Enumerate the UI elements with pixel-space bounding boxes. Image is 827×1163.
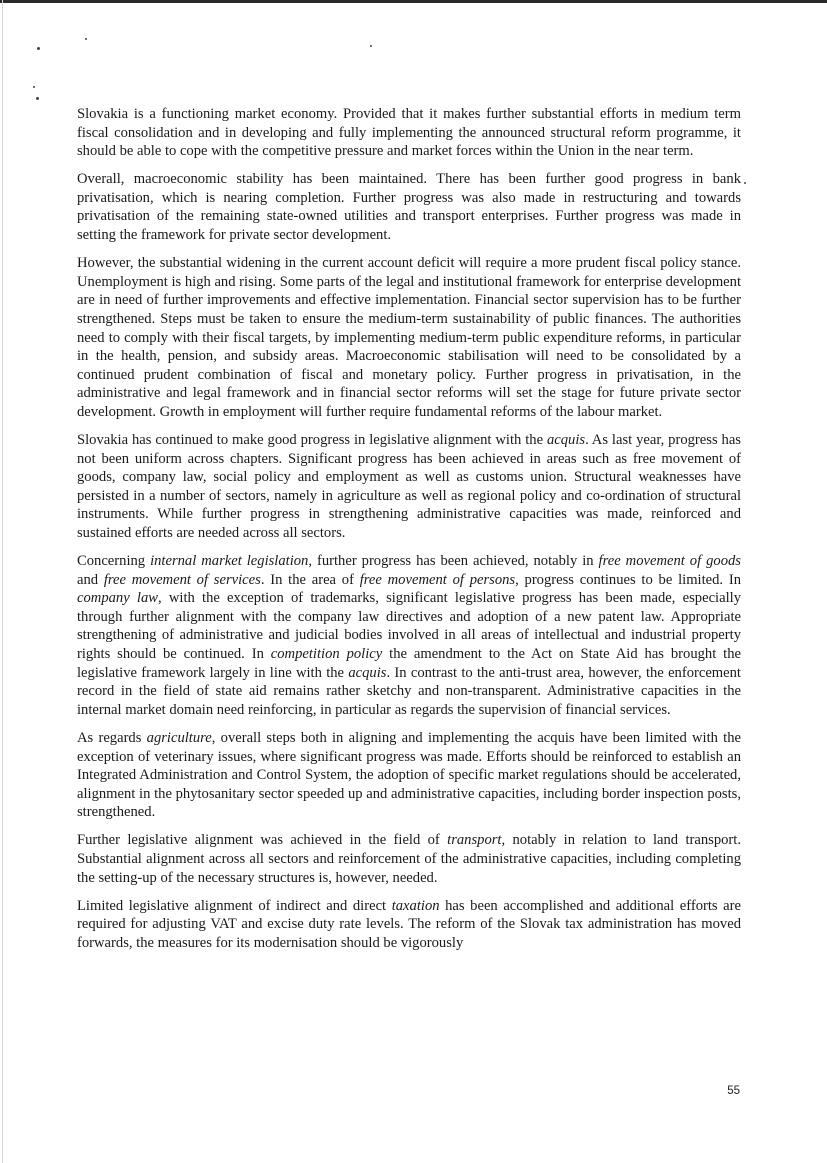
- page-top-rule: [0, 0, 827, 3]
- text-run: Further legislative alignment was achieved in the field of: [77, 832, 448, 849]
- page-left-edge: [2, 0, 3, 1163]
- scan-speck: [36, 97, 39, 100]
- paragraph: [77, 105, 741, 161]
- italic-term: acquis: [348, 664, 387, 681]
- paragraph: [77, 254, 741, 421]
- text-run: and: [77, 571, 104, 588]
- italic-term: acquis: [546, 432, 586, 448]
- paragraph: [77, 552, 741, 719]
- text-run: , notably in relation to land transport. Substantial alignment across all sectors and reinforcement of the administrative capacities, including completing the setting-up of the necessary structures is, however, needed.: [77, 832, 741, 886]
- paragraph: [77, 431, 741, 543]
- page-number: 55: [727, 1085, 740, 1097]
- paragraph: [77, 897, 741, 953]
- italic-term: company law: [77, 590, 158, 607]
- scan-speck: [370, 45, 372, 47]
- italic-term: internal market legislation: [150, 553, 309, 570]
- text-run: , overall steps both in aligning and implementing the acquis have been limited with the exception of veterinary issues, where significant progress was made. Efforts should be reinforced to establish an Integrated Administration and Control System, the adoption of specific market regulations should be accelerated, alignment in the phytosanitary sector speeded up and administrative capacities, including border inspection posts, strengthened.: [77, 729, 741, 821]
- italic-term: agriculture: [146, 729, 212, 746]
- italic-term: competition policy: [270, 646, 383, 663]
- text-run: . As last year, progress has not been uniform across chapters. Significant progress has been achieved in areas such as free movement of goods, company law, social policy and employment as well as customs union. Structural weaknesses have persisted in a number of sectors, namely in agriculture as well as regional policy and co-ordination of structural instruments. While further progress in strengthening administrative capacities was made, reinforced and sustained efforts are needed across all sectors.: [77, 432, 741, 541]
- paragraph: [77, 729, 741, 822]
- text-run: , progress continues to be limited. In: [515, 571, 742, 588]
- text-run: As regards: [77, 729, 147, 746]
- italic-term: free movement of services: [103, 571, 261, 588]
- scan-speck: [37, 47, 40, 50]
- scan-speck: [85, 38, 87, 40]
- scan-speck: [744, 182, 746, 184]
- text-run: the amendment to the Act on State Aid has brought the legislative framework largely in line with the: [77, 646, 741, 681]
- text-run: Slovakia has continued to make good progress in legislative alignment with the: [77, 432, 547, 448]
- italic-term: free movement of goods: [598, 553, 741, 570]
- text-run: . In the area of: [260, 571, 360, 588]
- italic-term: free movement of persons: [359, 571, 516, 588]
- text-run: Concerning: [77, 553, 151, 570]
- text-run: , further progress has been achieved, notably in: [308, 553, 599, 570]
- text-run: Limited legislative alignment of indirect and direct: [77, 897, 392, 914]
- text-run: However, the substantial widening in the current account deficit will require a more prudent fiscal policy stance. Unemployment is high and rising. Some parts of the legal and institutional framework for enterprise development are in need of further improvements and effective implementation. Financial sector supervision has to be further strengthened. Steps must be taken to ensure the medium-term sustainability of public finances. The authorities need to comply with their fiscal targets, by implementing medium-term public expenditure reforms, in particular in the health, pension, and subsidy areas. Macroeconomic stabilisation will need to be consolidated by a continued prudent combination of fiscal and monetary policy. Further progress in privatisation, in the administrative and legal framework and in financial sector reforms will set the stage for future private sector development. Growth in employment will further require fundamental reforms of the labour market.: [77, 255, 741, 420]
- body-text: [77, 105, 741, 962]
- paragraph: [77, 170, 741, 244]
- text-run: , with the exception of trademarks, significant legislative progress has been made, especially through further alignment with the company law directives and adoption of a new patent law. Appropriate strengthening of administrative and judicial bodies involved in all areas of intellectual and industrial property rights should be continued. In: [77, 590, 741, 663]
- text-run: . In contrast to the anti-trust area, however, the enforcement record in the field of state aid remains rather sketchy and non-transparent. Administrative capacities in the internal market domain need reinforcing, in particular as regards the supervision of financial services.: [77, 664, 741, 718]
- text-run: has been accomplished and additional efforts are required for adjusting VAT and excise duty rate levels. The reform of the Slovak tax administration has moved forwards, the measures for its modernisation should be vigorously: [77, 897, 741, 951]
- text-run: Overall, macroeconomic stability has been maintained. There has been further good progress in bank privatisation, which is nearing completion. Further progress was also made in restructuring and towards privatisation of the remaining state-owned utilities and transport enterprises. Further progress was made in setting the framework for private sector development.: [77, 171, 741, 244]
- italic-term: taxation: [391, 897, 440, 914]
- text-run: Slovakia is a functioning market economy. Provided that it makes further substantial efforts in medium term fiscal consolidation and in developing and fully implementing the announced structural reform programme, it should be able to cope with the competitive pressure and market forces within the Union in the near term.: [77, 106, 741, 160]
- paragraph: [77, 831, 741, 887]
- italic-term: transport: [447, 832, 502, 849]
- scan-speck: [33, 86, 35, 88]
